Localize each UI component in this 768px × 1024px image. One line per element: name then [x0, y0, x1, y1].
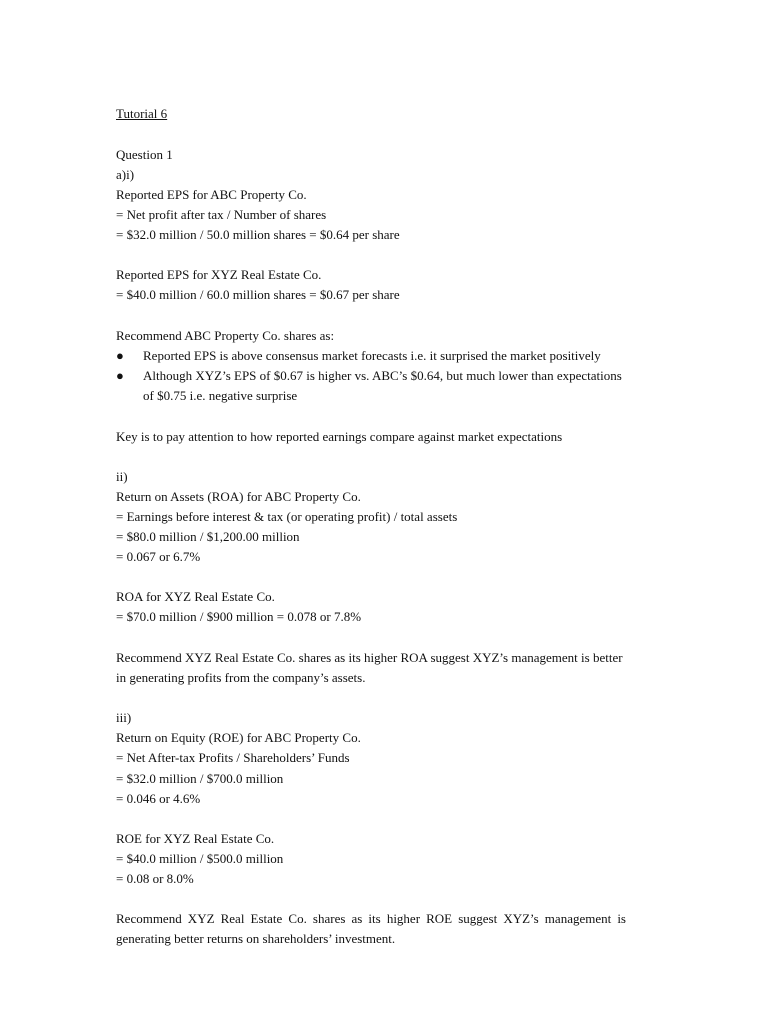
recommendation-line: Recommend ABC Property Co. shares as:	[116, 328, 335, 343]
bullet-icon: ●	[116, 368, 124, 383]
section-heading: Reported EPS for ABC Property Co.	[116, 187, 307, 202]
section-heading: ROA for XYZ Real Estate Co.	[116, 589, 275, 604]
formula-line: = Net After-tax Profits / Shareholders’ Funds	[116, 750, 350, 765]
result-line: = 0.067 or 6.7%	[116, 549, 201, 564]
section-heading: ROE for XYZ Real Estate Co.	[116, 831, 275, 846]
bullet-text: Reported EPS is above consensus market forecasts i.e. it surprised the market positively	[143, 348, 601, 363]
calculation-line: = $32.0 million / $700.0 million	[116, 771, 284, 786]
formula-line: = Net profit after tax / Number of shares	[116, 207, 327, 222]
bullet-text: of $0.75 i.e. negative surprise	[143, 388, 298, 403]
section-heading: Return on Equity (ROE) for ABC Property Co.	[116, 730, 361, 745]
calculation-line: = $32.0 million / 50.0 million shares = $0.64 per share	[116, 227, 400, 242]
question-heading: Question 1	[116, 147, 173, 162]
formula-line: = Earnings before interest & tax (or operating profit) / total assets	[116, 509, 458, 524]
recommendation-line: generating better returns on shareholders’ investment.	[116, 931, 396, 946]
part-label: iii)	[116, 710, 132, 725]
key-note: Key is to pay attention to how reported earnings compare against market expectations	[116, 429, 563, 444]
calculation-line: = $70.0 million / $900 million = 0.078 or 7.8%	[116, 609, 362, 624]
result-line: = 0.08 or 8.0%	[116, 871, 194, 886]
result-line: = 0.046 or 4.6%	[116, 791, 201, 806]
document-title: Tutorial 6	[116, 106, 168, 121]
part-label: ii)	[116, 469, 128, 484]
calculation-line: = $40.0 million / 60.0 million shares = $0.67 per share	[116, 287, 400, 302]
part-label: a)i)	[116, 167, 135, 182]
recommendation-line: Recommend XYZ Real Estate Co. shares as its higher ROA suggest XYZ’s management is better	[116, 650, 623, 665]
calculation-line: = $40.0 million / $500.0 million	[116, 851, 284, 866]
section-heading: Reported EPS for XYZ Real Estate Co.	[116, 267, 322, 282]
recommendation-line: in generating profits from the company’s assets.	[116, 670, 366, 685]
recommendation-line: Recommend XYZ Real Estate Co. shares as its higher ROE suggest XYZ’s management is	[116, 911, 626, 926]
bullet-icon: ●	[116, 348, 124, 363]
calculation-line: = $80.0 million / $1,200.00 million	[116, 529, 300, 544]
bullet-text: Although XYZ’s EPS of $0.67 is higher vs. ABC’s $0.64, but much lower than expectations	[143, 368, 622, 383]
section-heading: Return on Assets (ROA) for ABC Property Co.	[116, 489, 361, 504]
